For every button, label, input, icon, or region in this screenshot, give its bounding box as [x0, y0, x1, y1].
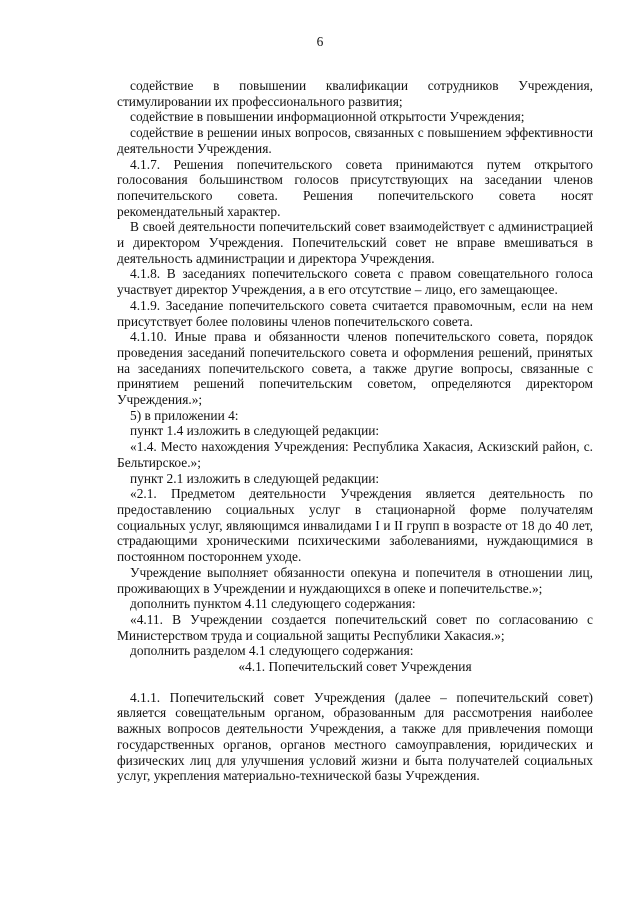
paragraph: 4.1.10. Иные права и обязанности членов попечительского совета, порядок проведения заседаний попечительского совета и оформления решений, принятых на заседаниях попечительского совета, а также другие вопросы, связанные с принятием решений попечительским советом, определяются директором Учреждения.»; — [117, 329, 593, 408]
paragraph: 4.1.1. Попечительский совет Учреждения (далее – попечительский совет) является совещательным органом, образованным для рассмотрения наиболее важных вопросов деятельности Учреждения, а также для привлечения помощи государственных органов, органов местного самоуправления, юридических и физических лиц для улучшения условий жизни и быта получателей социальных услуг, укрепления материально-технической базы Учреждения. — [117, 689, 593, 784]
paragraph: «4.11. В Учреждении создается попечительский совет по согласованию с Министерством труда и социальной защиты Республики Хакасия.»; — [117, 611, 593, 643]
page-number: 6 — [316, 34, 324, 49]
document-body — [117, 78, 593, 784]
paragraph: содействие в повышении информационной открытости Учреждения; — [130, 109, 525, 125]
section-heading: «4.1. Попечительский совет Учреждения — [238, 659, 472, 675]
paragraph: дополнить пунктом 4.11 следующего содержания: — [130, 596, 416, 612]
paragraph: 4.1.7. Решения попечительского совета принимаются путем открытого голосования большинством голосов присутствующих на заседании членов попечительского совета. Решения попечительского совета носят рекомендательный характер. — [117, 156, 593, 219]
paragraph: 5) в приложении 4: — [130, 407, 239, 423]
spacer — [117, 675, 593, 690]
paragraph: 4.1.9. Заседание попечительского совета считается правомочным, если на нем присутствует более половины членов попечительского совета. — [117, 297, 593, 329]
paragraph: «1.4. Место нахождения Учреждения: Республика Хакасия, Аскизский район, с. Бельтирское.»; — [117, 439, 593, 470]
paragraph: Учреждение выполняет обязанности опекуна и попечителя в отношении лиц, проживающих в Учреждении и нуждающихся в опеке и попечительстве.»; — [117, 564, 593, 596]
paragraph: содействие в решении иных вопросов, связанных с повышением эффективности деятельности Учреждения. — [117, 125, 593, 156]
paragraph: пункт 2.1 изложить в следующей редакции: — [130, 470, 380, 486]
paragraph: «2.1. Предметом деятельности Учреждения является деятельность по предоставлению социальных услуг в стационарной форме получателям социальных услуг, являющимся инвалидами I и II групп в возрасте от 18 до 40 лет, страдающими хроническими психическими заболеваниями, нуждающимися в постоянном постороннем уходе. — [117, 486, 593, 565]
paragraph: содействие в повышении квалификации сотрудников Учреждения, стимулировании их профессионального развития; — [117, 78, 593, 109]
paragraph: В своей деятельности попечительский совет взаимодействует с администрацией и директором Учреждения. Попечительский совет не вправе вмешиваться в деятельность администрации и директора Учреждения. — [117, 219, 593, 266]
paragraph: 4.1.8. В заседаниях попечительского совета с правом совещательного голоса участвует директор Учреждения, а в его отсутствие – лицо, его замещающее. — [117, 266, 593, 298]
paragraph: пункт 1.4 изложить в следующей редакции: — [130, 423, 380, 439]
paragraph: дополнить разделом 4.1 следующего содержания: — [130, 643, 414, 659]
